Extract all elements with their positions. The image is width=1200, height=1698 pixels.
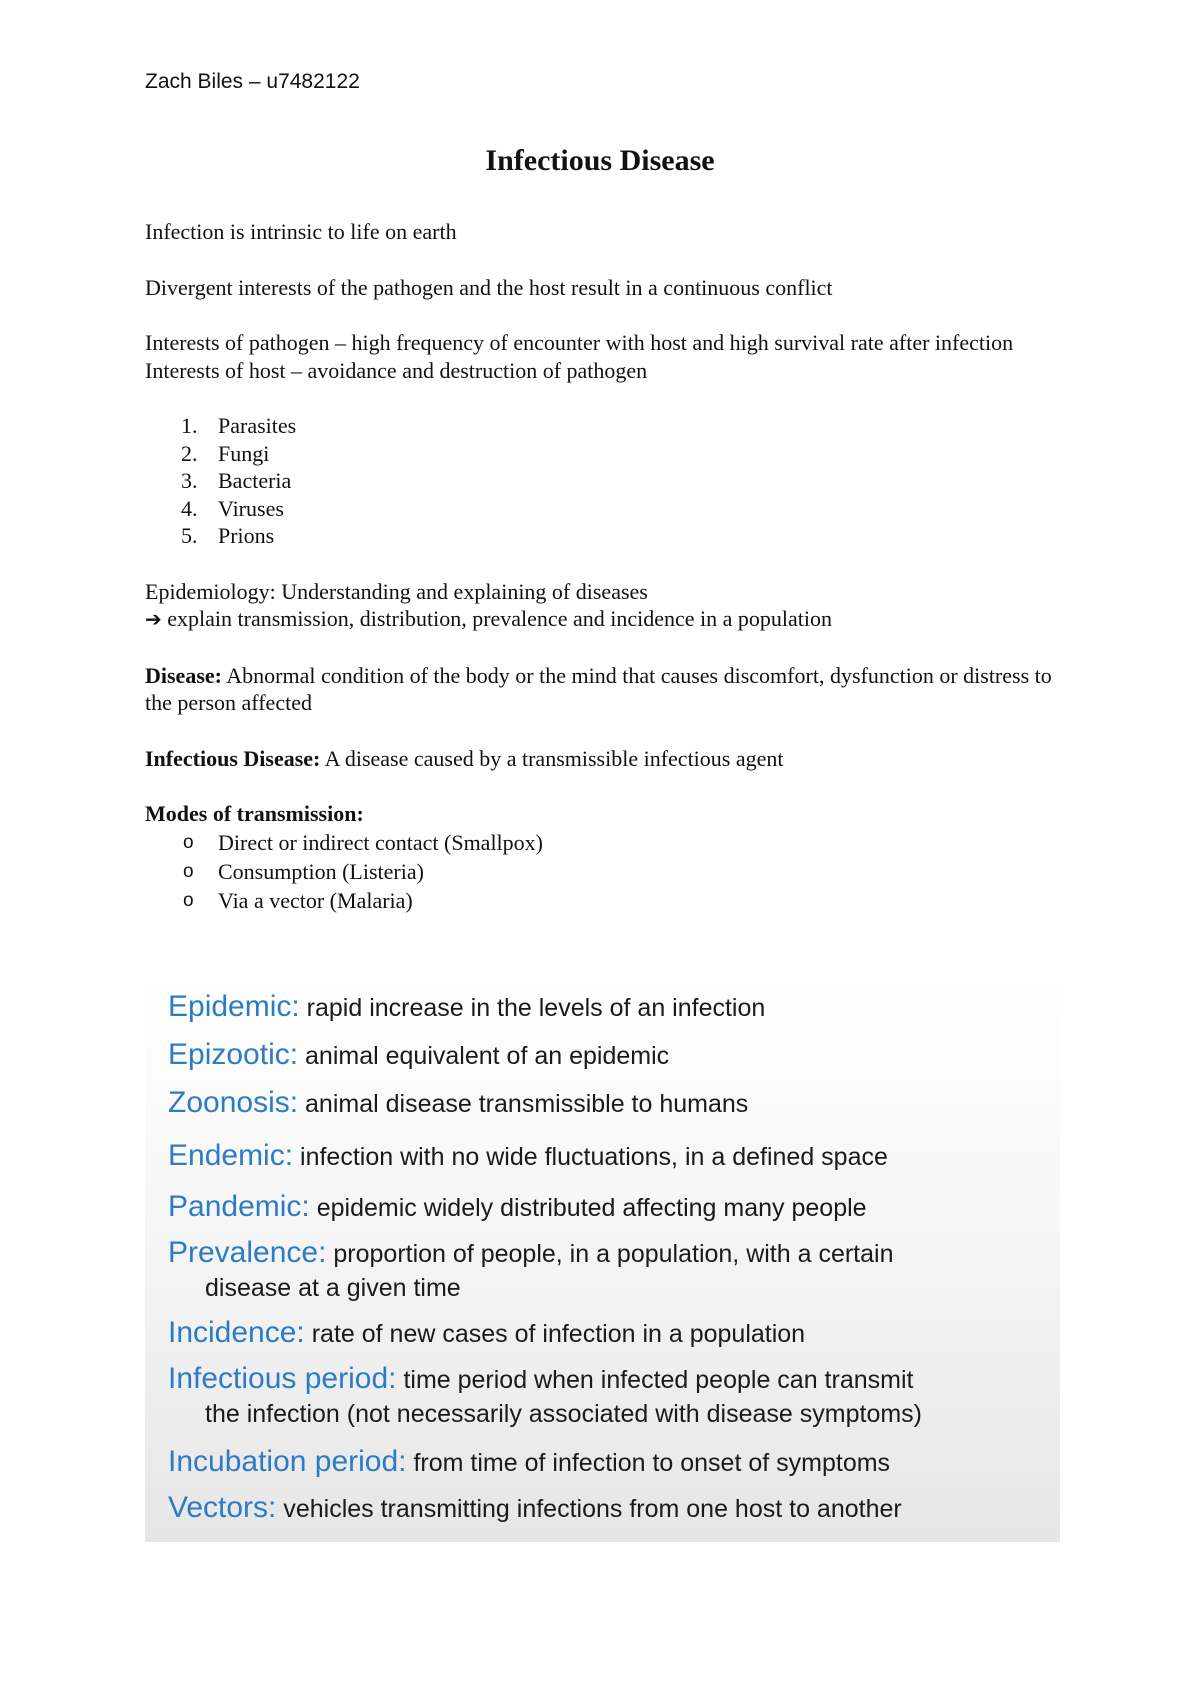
slide-term: Pandemic: (168, 1190, 310, 1223)
slide-text-continued: the infection (not necessarily associated with disease symptoms) (205, 1400, 922, 1428)
bullet-icon: o (183, 860, 194, 882)
list-item (145, 828, 1065, 857)
epidemiology-line: Epidemiology: Understanding and explaining of diseases (145, 578, 648, 604)
page-title: Infectious Disease (485, 144, 715, 177)
author-line: Zach Biles – u7482122 (145, 70, 360, 93)
disease-term: Disease: (145, 662, 222, 688)
paragraph: Interests of host – avoidance and destruction of pathogen (145, 357, 648, 383)
epidemiology-detail (145, 605, 1065, 634)
list-item (145, 495, 1065, 523)
list-item (145, 522, 1065, 550)
slide-definition (168, 1086, 1048, 1121)
slide-definition (168, 1038, 1048, 1073)
slide-text: time period when infected people can transmit (403, 1366, 914, 1394)
bullet-icon: o (183, 889, 194, 911)
list-number: 2. (181, 440, 198, 466)
slide-text: proportion of people, in a population, with a certain (333, 1240, 894, 1268)
slide-text: animal equivalent of an epidemic (305, 1042, 670, 1070)
slide-term: Vectors: (168, 1491, 277, 1524)
slide-text: animal disease transmissible to humans (305, 1090, 749, 1118)
list-item-label: Viruses (218, 495, 284, 521)
slide-term: Endemic: (168, 1139, 294, 1172)
slide-definition (168, 1190, 1048, 1225)
slide-text: epidemic widely distributed affecting many people (316, 1194, 867, 1222)
slide-term: Zoonosis: (168, 1086, 299, 1119)
list-item-label: Bacteria (218, 468, 292, 493)
list-item (145, 412, 1065, 440)
list-item-label: Consumption (Listeria) (218, 858, 424, 884)
disease-text: Abnormal condition of the body or the mind that causes discomfort, dysfunction or distress to the person affected (145, 662, 1052, 715)
slide-definition (168, 1362, 1048, 1431)
slide-text: infection with no wide fluctuations, in a defined space (300, 1143, 888, 1171)
slide-text: rate of new cases of infection in a population (311, 1320, 806, 1348)
transmission-heading (145, 800, 1065, 828)
list-item (145, 467, 1065, 495)
list-number: 3. (181, 468, 198, 493)
infectious-disease-definition (145, 745, 1065, 773)
list-item-label: Fungi (218, 440, 270, 466)
transmission-heading-text: Modes of transmission: (145, 801, 364, 826)
list-item (145, 857, 1065, 886)
infectious-disease-text: A disease caused by a transmissible infectious agent (324, 745, 784, 771)
list-item-label: Prions (218, 523, 275, 548)
disease-definition (145, 662, 1065, 717)
document-body (145, 218, 1065, 915)
bullet-icon: o (183, 831, 194, 853)
list-item-label: Parasites (218, 413, 297, 438)
list-item (145, 886, 1065, 915)
slide-term: Epizootic: (168, 1038, 299, 1071)
slide-definition (168, 1236, 1048, 1305)
transmission-list (145, 828, 1065, 915)
slide-term: Incidence: (168, 1316, 305, 1349)
paragraph: Infection is intrinsic to life on earth (145, 219, 457, 244)
slide-text: from time of infection to onset of symptoms (413, 1449, 891, 1477)
list-number: 5. (181, 523, 198, 548)
slide-term: Epidemic: (168, 990, 300, 1023)
slide-text: vehicles transmitting infections from one host to another (283, 1495, 902, 1523)
arrow-right-icon: ➔ (145, 607, 162, 631)
list-item-label: Direct or indirect contact (Smallpox) (218, 829, 543, 855)
slide-text-continued: disease at a given time (205, 1274, 461, 1302)
list-item-label: Via a vector (Malaria) (218, 887, 413, 913)
list-item (145, 440, 1065, 468)
slide-term: Incubation period: (168, 1445, 407, 1478)
slide-term: Prevalence: (168, 1236, 327, 1269)
slide-definition (168, 1491, 1048, 1526)
definitions-slide-image (145, 978, 1060, 1542)
list-number: 1. (181, 413, 198, 438)
list-number: 4. (181, 495, 198, 521)
slide-definition (168, 990, 1048, 1025)
slide-definition (168, 1445, 1048, 1480)
slide-definition (168, 1316, 1048, 1351)
slide-term: Infectious period: (168, 1362, 397, 1395)
epidemiology-detail-text: explain transmission, distribution, prevalence and incidence in a population (167, 606, 832, 631)
slide-text: rapid increase in the levels of an infection (306, 994, 766, 1022)
paragraph: Divergent interests of the pathogen and the host result in a continuous conflict (145, 274, 833, 300)
paragraph: Interests of pathogen – high frequency of encounter with host and high survival rate after infection (145, 330, 1014, 355)
infectious-disease-term: Infectious Disease: (145, 745, 321, 771)
slide-definition (168, 1139, 1048, 1174)
pathogen-types-list (145, 412, 1065, 550)
